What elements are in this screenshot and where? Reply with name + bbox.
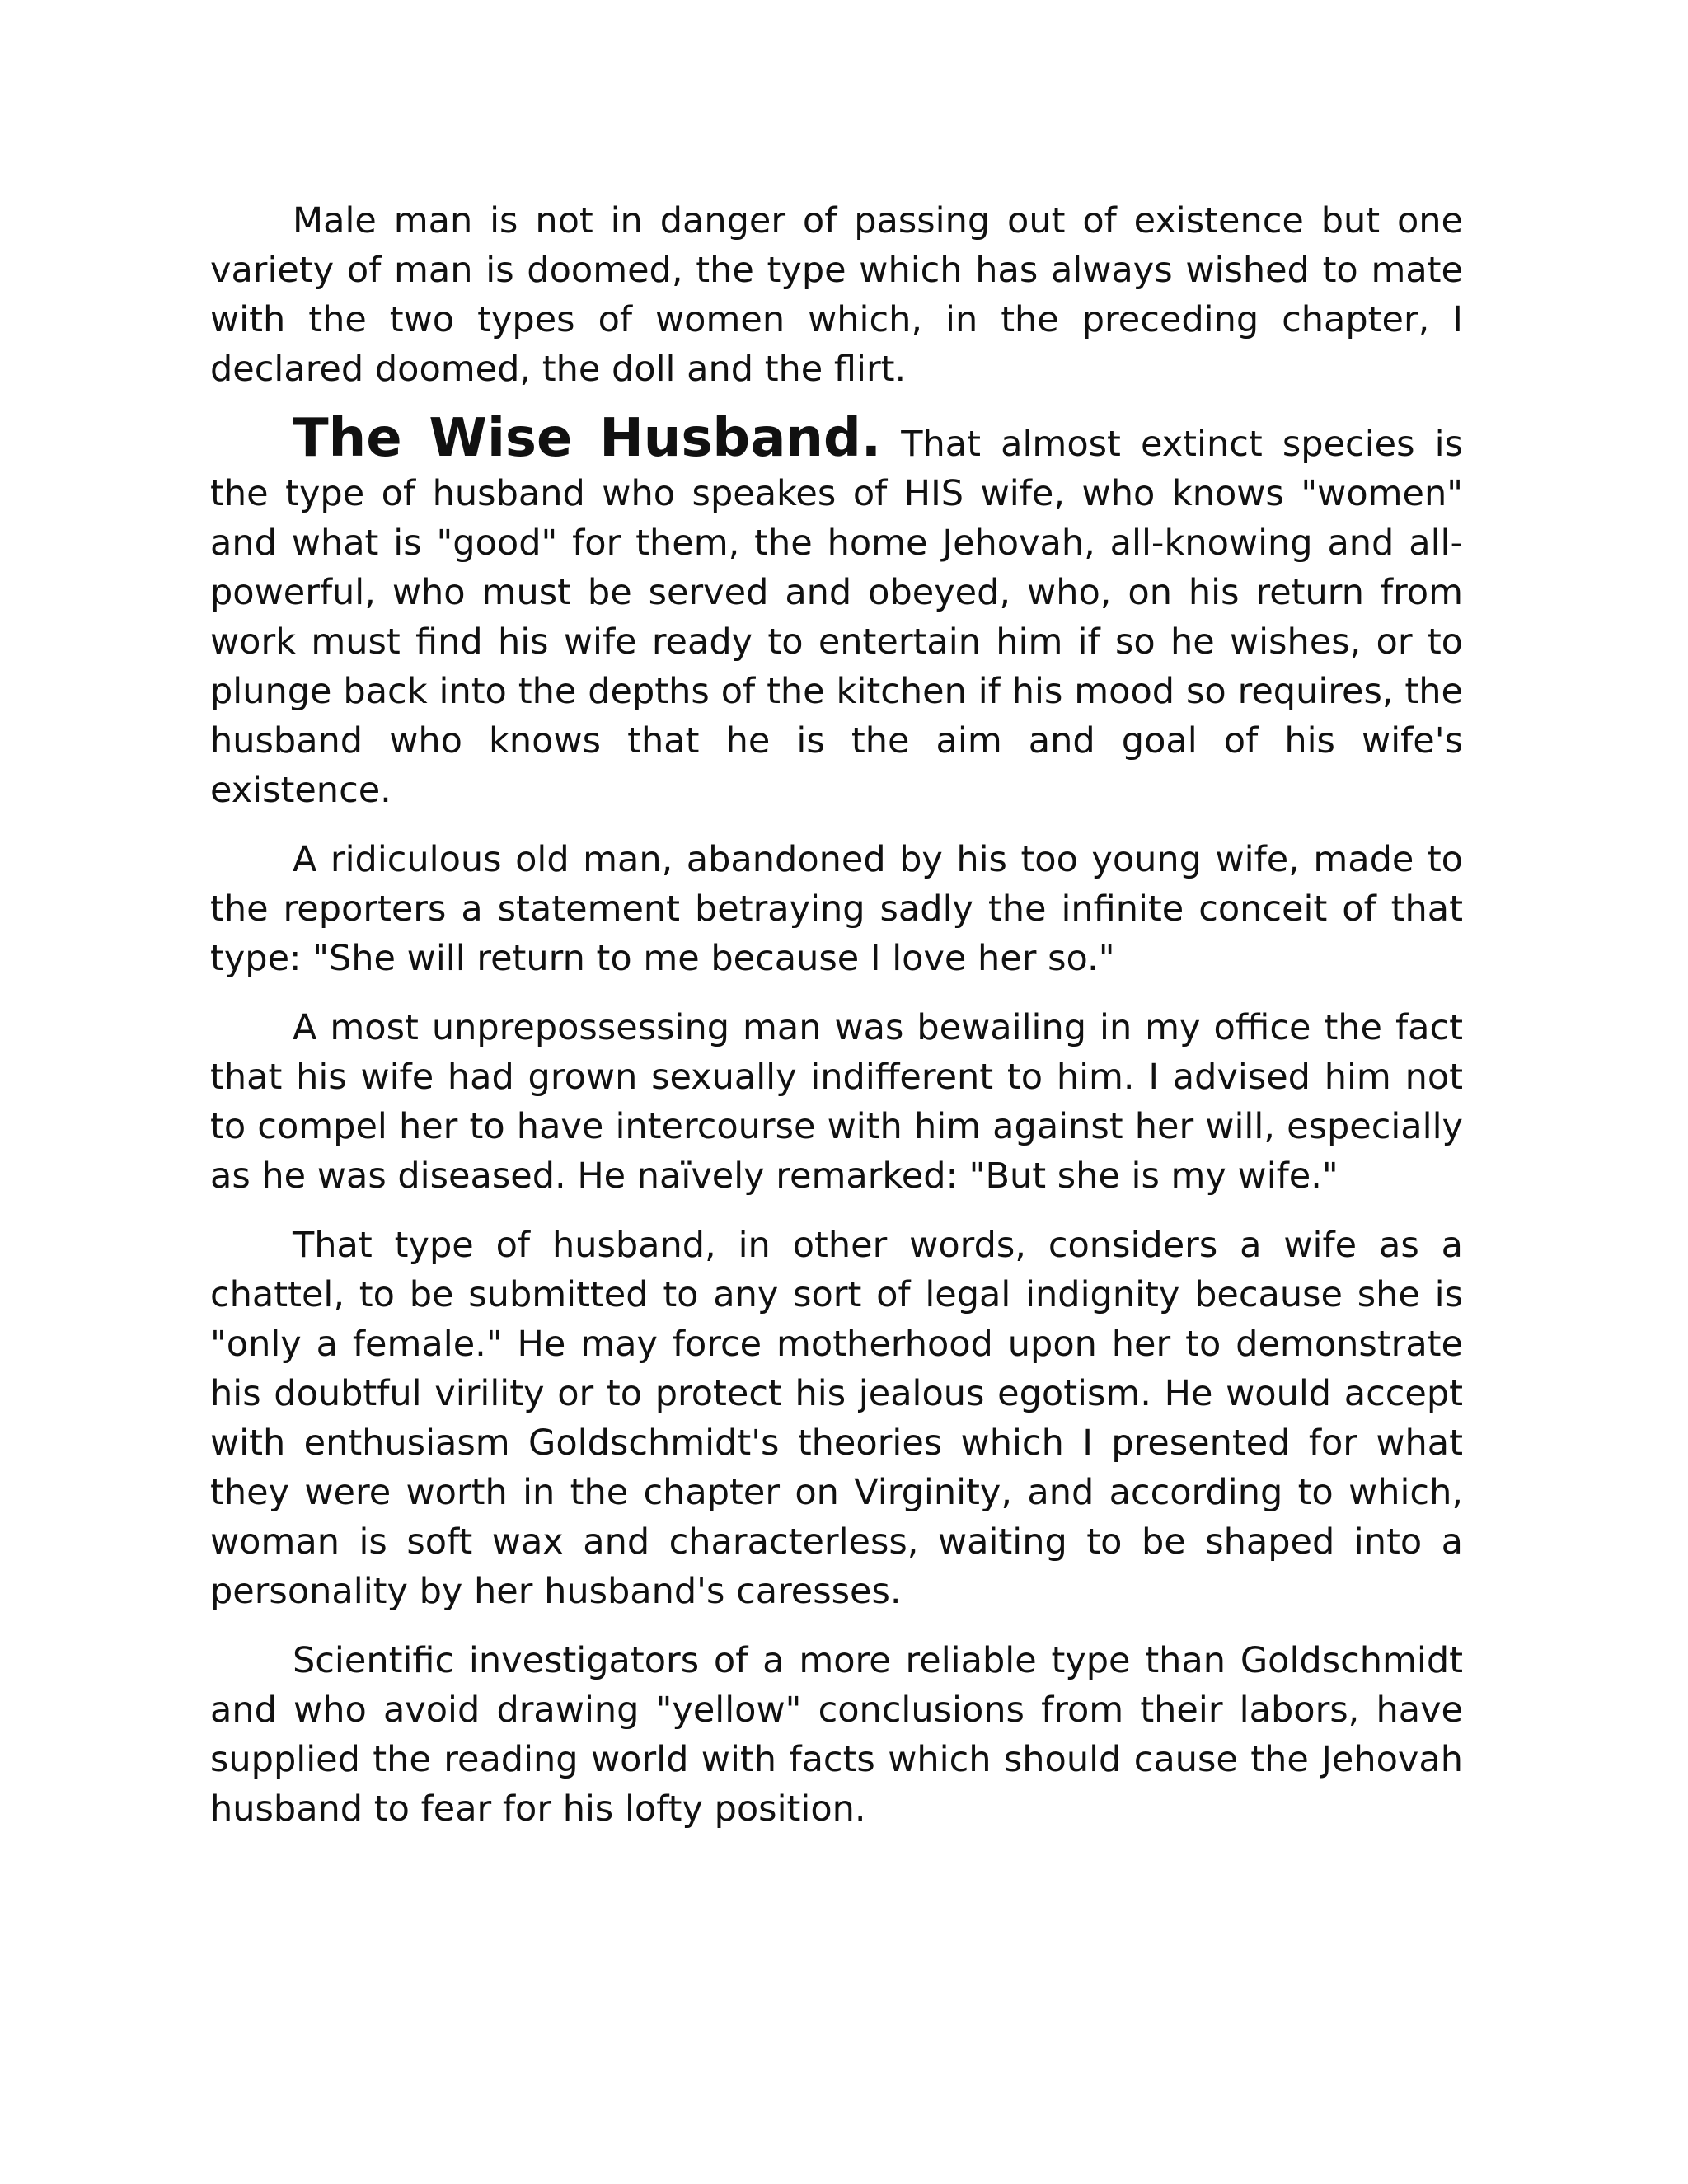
paragraph-1-text: Male man is not in danger of passing out of existence but one variety of man is doomed, the type which has always wished to mate with the two types of women which, in the preceding chapter, I declared doomed, the doll and the flirt. xyxy=(210,200,1463,390)
section-heading: The Wise Husband. xyxy=(293,408,882,469)
body-text xyxy=(210,196,1463,1854)
paragraph-2-text: That almost extinct species is the type of husband who speakes of HIS wife, who knows "women" and what is "good" for them, the home Jehovah, all-knowing and all-powerful, who must be served and obeyed, who, on his return from work must find his wife ready to entertain him if so he wishes, or to plunge back into the depths of the kitchen if his mood so requires, the husband who knows that he is the aim and goal of his wife's existence. xyxy=(210,424,1463,811)
paragraph-5 xyxy=(210,1221,1463,1616)
paragraph-2 xyxy=(210,408,1463,815)
paragraph-4 xyxy=(210,1003,1463,1201)
paragraph-3 xyxy=(210,835,1463,983)
paragraph-5-text: That type of husband, in other words, considers a wife as a chattel, to be submitted to any sort of legal indignity because she is "only a female." He may force motherhood upon her to demonstrate his doubtful virility or to protect his jealous egotism. He would accept with enthusiasm Goldschmidt's theories which I presented for what they were worth in the chapter on Virginity, and according to which, woman is soft wax and characterless, waiting to be shaped into a personality by her husband's caresses. xyxy=(210,1225,1463,1612)
paragraph-4-text: A most unprepossessing man was bewailing in my office the fact that his wife had grown sexually indifferent to him. I advised him not to compel her to have intercourse with him against her will, especially as he was diseased. He naïvely remarked: "But she is my wife." xyxy=(210,1007,1463,1197)
paragraph-6 xyxy=(210,1636,1463,1834)
paragraph-6-text: Scientific investigators of a more reliable type than Goldschmidt and who avoid drawing "yellow" conclusions from their labors, have supplied the reading world with facts which should cause the Jehovah husband to fear for his lofty position. xyxy=(210,1640,1463,1830)
paragraph-3-text: A ridiculous old man, abandoned by his too young wife, made to the reporters a statement betraying sadly the infinite conceit of that type: "She will return to me because I love her so." xyxy=(210,839,1463,979)
paragraph-1 xyxy=(210,196,1463,394)
